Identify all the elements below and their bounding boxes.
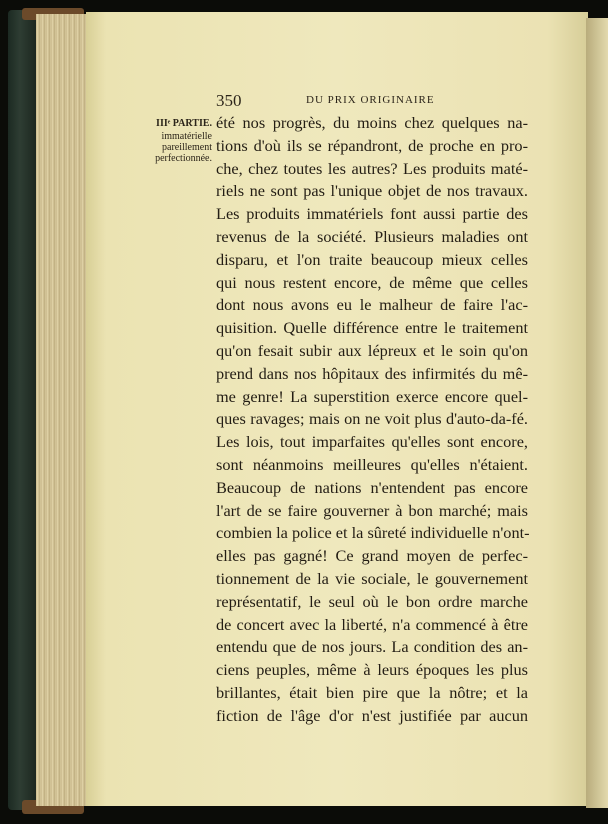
- running-head: DU PRIX ORIGINAIRE: [306, 94, 435, 106]
- text-line: qui nous restent encore, de même que celles: [216, 272, 528, 292]
- text-line: elles pas gagné! Ce grand moyen de perfec-: [216, 546, 528, 566]
- book-spine: [8, 10, 38, 810]
- margin-note-line: pareillement: [162, 142, 212, 153]
- show-through-text: [150, 232, 210, 272]
- page-edges: [36, 14, 88, 806]
- page-number: 350: [216, 91, 242, 110]
- text-line: disparu, et l'on traite beaucoup mieux celles: [216, 249, 528, 269]
- text-line: brillantes, était bien pire que la nôtre; et la: [216, 682, 528, 702]
- text-line: revenus de la société. Plusieurs maladies ont: [216, 226, 528, 246]
- page-header: [216, 91, 536, 111]
- text-line: prend dans nos hôpitaux des infirmités du mê-: [216, 363, 528, 383]
- text-line: ques ravages; mais on ne voit plus d'auto-da-fé.: [216, 409, 528, 429]
- margin-part-label: IIIᵉ PARTIE.: [156, 118, 212, 129]
- text-line: ciens peuples, même à leurs époques les plus: [216, 660, 528, 680]
- text-line: l'art de se faire gouverner à bon marché; mais: [216, 500, 528, 520]
- text-line: fiction de l'âge d'or n'est justifiée par aucun: [216, 705, 528, 725]
- body-text: [216, 112, 528, 728]
- text-line: qu'on fesait subir aux lépreux et le soin qu'on: [216, 340, 528, 360]
- text-line: entendu que de nos jours. La condition des an-: [216, 637, 528, 657]
- facing-page-edge: [586, 18, 608, 808]
- text-line: représentatif, le seul où le bon ordre marche: [216, 591, 528, 611]
- margin-note-line: immatérielle: [161, 131, 212, 142]
- text-line: tionnement de la vie sociale, le gouvernement: [216, 568, 528, 588]
- text-line: che, chez toutes les autres? Les produits maté-: [216, 158, 528, 178]
- text-line: riels ne sont pas l'unique objet de nos travaux.: [216, 181, 528, 201]
- margin-note-line: perfectionnée.: [155, 153, 212, 164]
- margin-note: [142, 118, 212, 164]
- text-line: Beaucoup de nations n'entendent pas encore: [216, 477, 528, 497]
- text-line: tions d'où ils se répandront, de proche en pro-: [216, 135, 528, 155]
- text-line: dont nous avons eu le malheur de faire l'ac-: [216, 295, 528, 315]
- text-line: Les lois, tout imparfaites qu'elles sont encore,: [216, 432, 528, 452]
- text-line: Les produits immatériels font aussi partie des: [216, 204, 528, 224]
- text-line: été nos progrès, du moins chez quelques na-: [216, 113, 528, 132]
- text-line: quisition. Quelle différence entre le traitement: [216, 318, 528, 338]
- text-line: combien la police et la sûreté individuelle n'ont-: [216, 523, 530, 543]
- text-line: de concert avec la liberté, n'a commencé à être: [216, 614, 528, 634]
- text-line: me genre! La superstition exerce encore quel-: [216, 386, 528, 406]
- text-line: sont néanmoins meilleures qu'elles n'étaient.: [216, 454, 528, 474]
